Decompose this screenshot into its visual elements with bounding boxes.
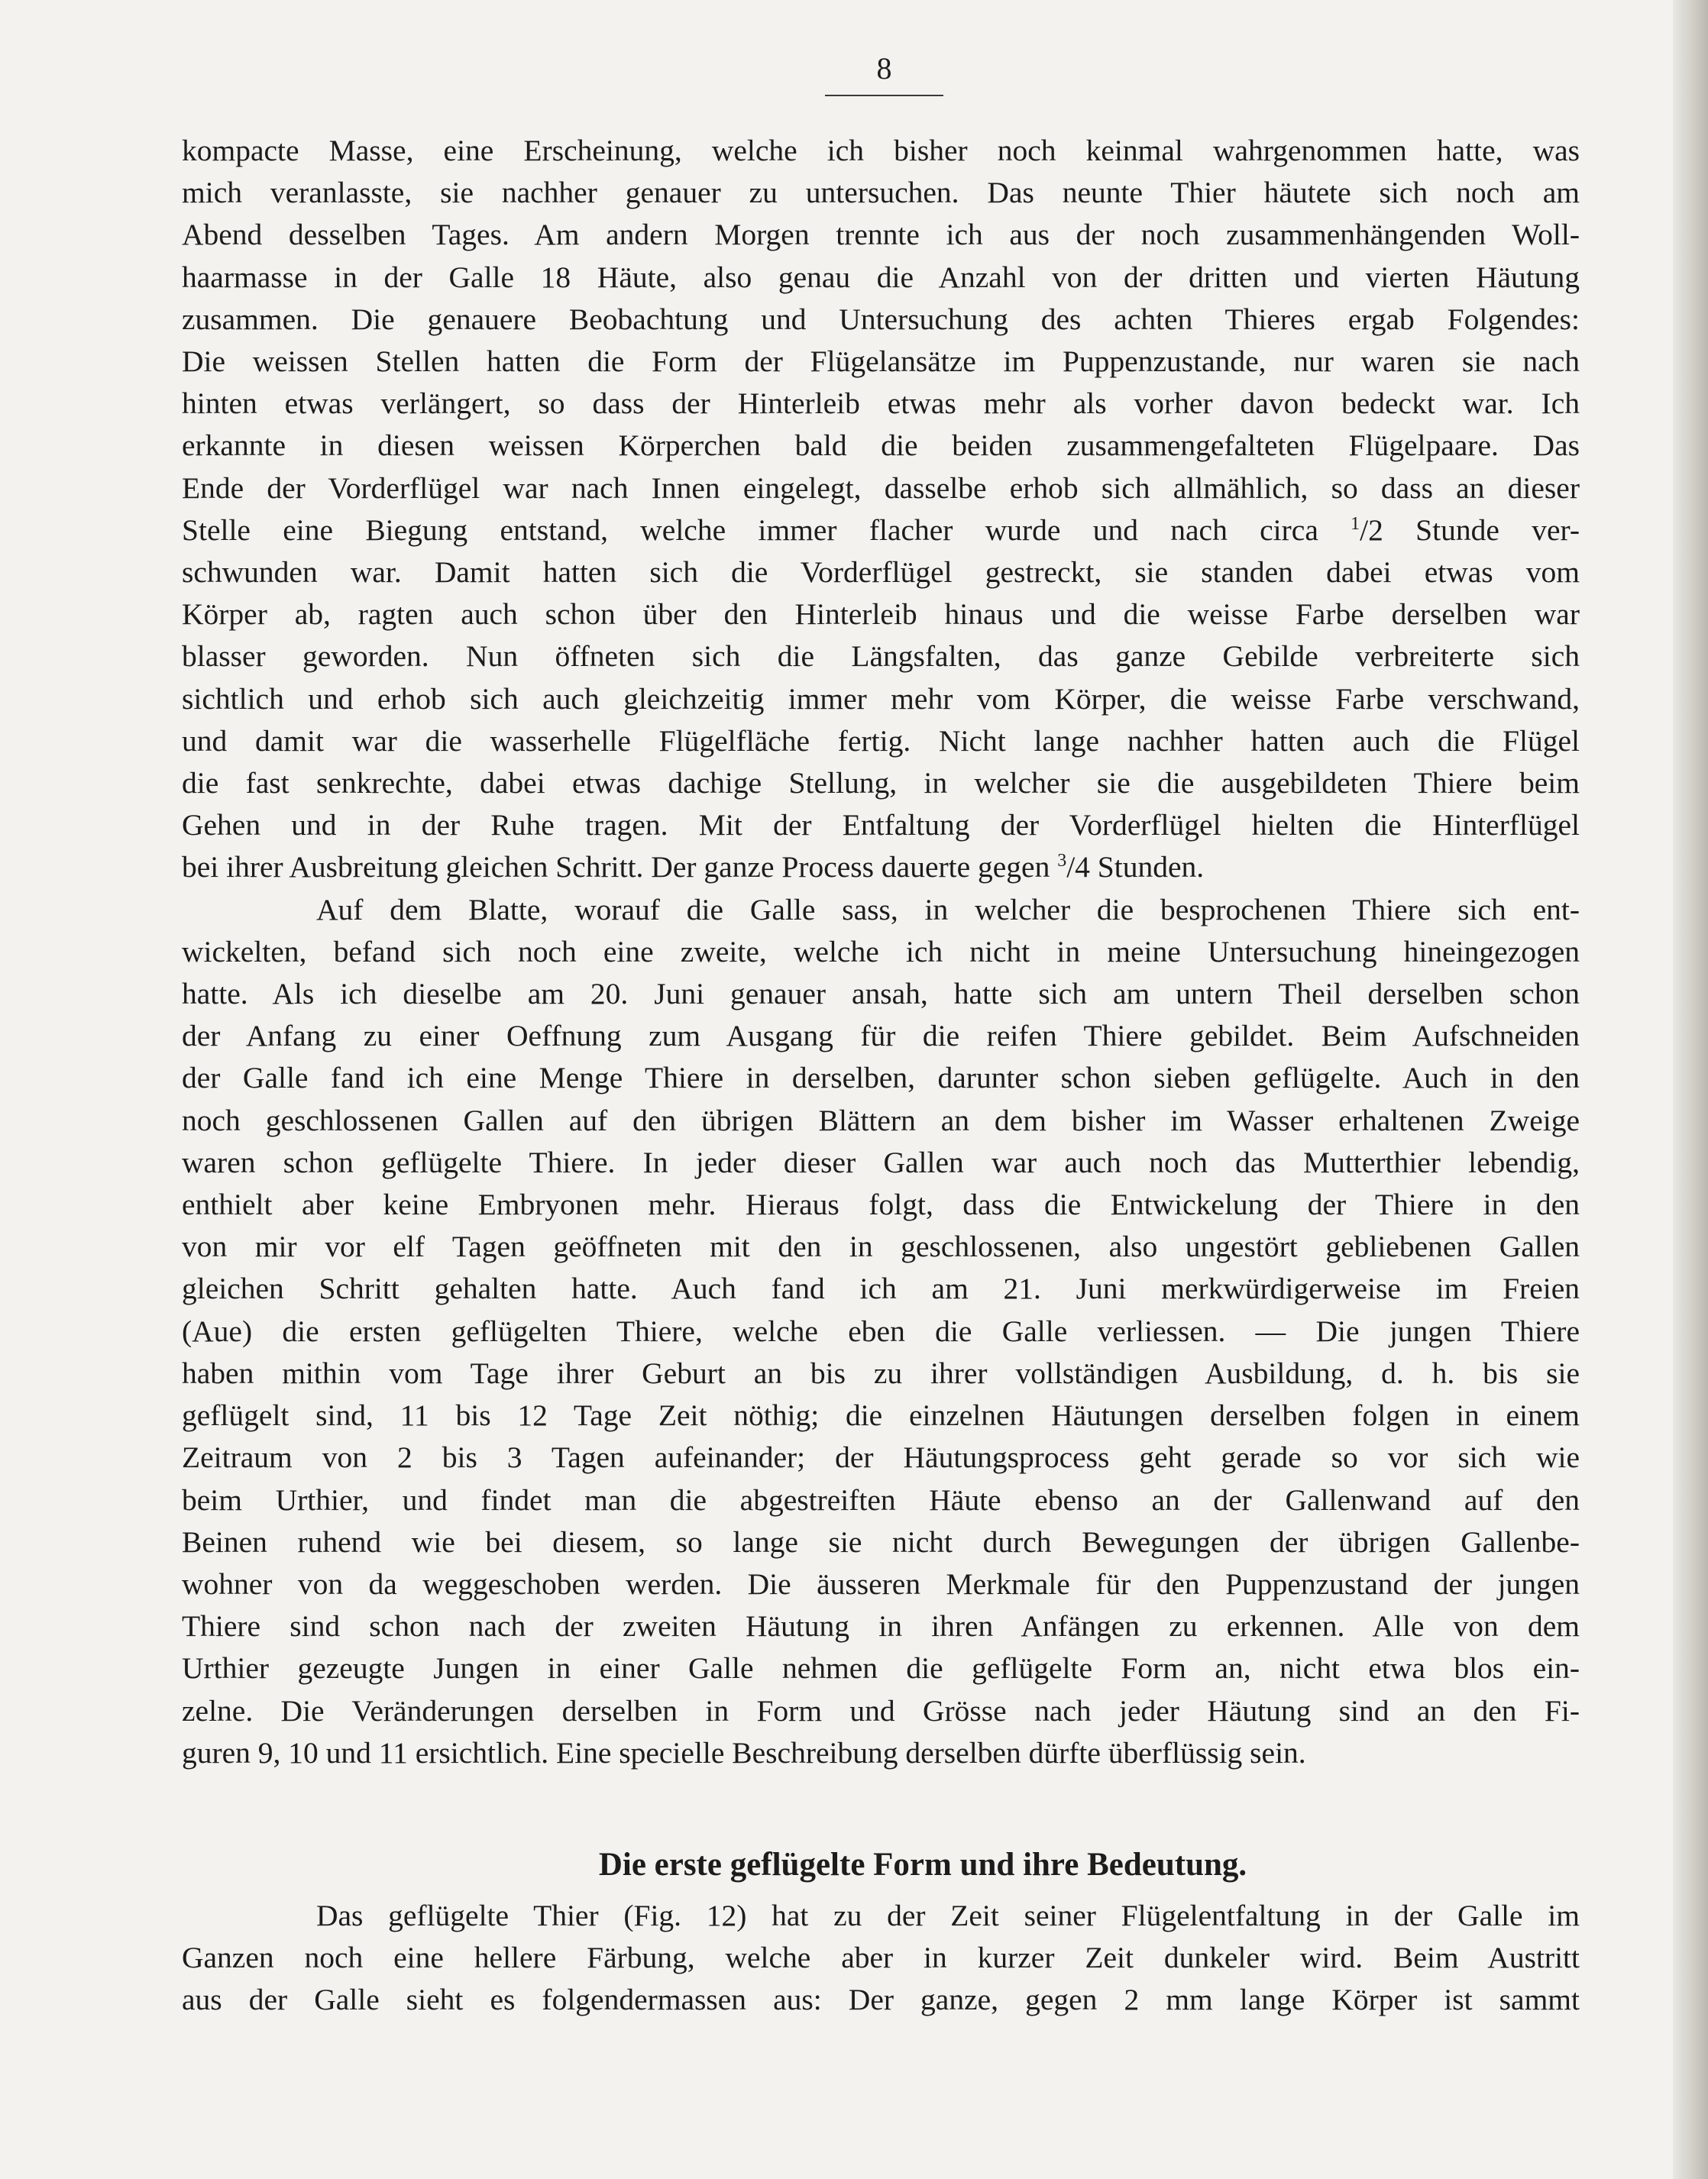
text-line: der Galle fand ich eine Menge Thiere in derselben, darunter schon sieben geflügelte. Auch in den xyxy=(182,1061,1580,1095)
text-line: mich veranlasste, sie nachher genauer zu untersuchen. Das neunte Thier häutete sich noch am xyxy=(182,176,1580,210)
text-line-with-fraction xyxy=(182,509,1580,551)
text-line: noch geschlossenen Gallen auf den übrigen Blättern an dem bisher im Wasser erhaltenen Zweige xyxy=(182,1103,1580,1137)
text-line: zusammen. Die genauere Beobachtung und Untersuchung des achten Thieres ergab Folgendes: xyxy=(182,302,1580,336)
text-line: Das geflügelte Thier (Fig. 12) hat zu der Zeit seiner Flügelentfaltung in der Galle im xyxy=(316,1898,1580,1932)
fraction-numerator: 1 xyxy=(1351,513,1360,534)
text-line: Gehen und in der Ruhe tragen. Mit der Entfaltung der Vorderflügel hielten die Hinterflügel xyxy=(182,808,1580,842)
page-number-rule xyxy=(825,95,943,96)
text-line: waren schon geflügelte Thiere. In jeder dieser Gallen war auch noch das Mutterthier lebendig, xyxy=(182,1145,1580,1179)
text-line: Auf dem Blatte, worauf die Galle sass, in welcher die besprochenen Thiere sich ent- xyxy=(316,892,1580,926)
text-line: geflügelt sind, 11 bis 12 Tage Zeit nöthig; die einzelnen Häutungen derselben folgen in einem xyxy=(182,1398,1580,1433)
text-line: der Anfang zu einer Oeffnung zum Ausgang für die reifen Thiere gebildet. Beim Aufschneiden xyxy=(182,1019,1580,1053)
paragraph-2 xyxy=(182,889,1580,1774)
text-line: Beinen ruhend wie bei diesem, so lange sie nicht durch Bewegungen der übrigen Gallenbe- xyxy=(182,1524,1580,1559)
text-line: Thiere sind schon nach der zweiten Häutung in ihren Anfängen zu erkennen. Alle von dem xyxy=(182,1609,1580,1644)
text-line: die fast senkrechte, dabei etwas dachige Stellung, in welcher sie die ausgebildeten Thiere beim xyxy=(182,766,1580,800)
body-text xyxy=(182,130,1580,2022)
text-line: Urthier gezeugte Jungen in einer Galle nehmen die geflügelte Form an, nicht etwa blos ein- xyxy=(182,1651,1580,1686)
section-spacer xyxy=(182,1774,1580,1840)
text-line: gleichen Schritt gehalten hatte. Auch fand ich am 21. Juni merkwürdigerweise im Freien xyxy=(182,1272,1580,1306)
page-number: 8 xyxy=(876,51,892,86)
text-line: guren 9, 10 und 11 ersichtlich. Eine specielle Beschreibung derselben dürfte überflüssig sein. xyxy=(182,1735,1306,1770)
section-paragraph xyxy=(182,1895,1580,2022)
text-line: hatte. Als ich dieselbe am 20. Juni genauer ansah, hatte sich am untern Theil derselben schon xyxy=(182,977,1580,1011)
page-edge-shadow xyxy=(1673,0,1708,2179)
text-line: beim Urthier, und findet man die abgestreiften Häute ebenso an der Gallenwand auf den xyxy=(182,1482,1580,1517)
text-line: wickelten, befand sich noch eine zweite, welche ich nicht in meine Untersuchung hineingezogen xyxy=(182,934,1580,968)
paragraph-1 xyxy=(182,130,1580,889)
text-line: von mir vor elf Tagen geöffneten mit den in geschlossenen, also ungestört gebliebenen Gallen xyxy=(182,1230,1580,1264)
text-line: Ende der Vorderflügel war nach Innen eingelegt, dasselbe erhob sich allmählich, so dass an dieser xyxy=(182,470,1580,505)
text-line: Ganzen noch eine hellere Färbung, welche aber in kurzer Zeit dunkeler wird. Beim Austritt xyxy=(182,1941,1580,1975)
text-line: und damit war die wasserhelle Flügelfläche fertig. Nicht lange nachher hatten auch die Flügel xyxy=(182,723,1580,758)
text-line: wohner von da weggeschoben werden. Die äusseren Merkmale für den Puppenzustand der jungen xyxy=(182,1566,1580,1601)
text-fragment: bei ihrer Ausbreitung gleichen Schritt. Der ganze Process dauerte gegen xyxy=(182,850,1058,884)
text-fragment: /2 Stunde ver- xyxy=(1360,512,1580,547)
section-heading: Die erste geflügelte Form und ihre Bedeutung. xyxy=(598,1846,1247,1883)
fraction-numerator: 3 xyxy=(1057,851,1067,871)
text-line: erkannte in diesen weissen Körperchen bald die beiden zusammengefalteten Flügelpaare. Das xyxy=(182,428,1580,463)
text-line: Zeitraum von 2 bis 3 Tagen aufeinander; der Häutungsprocess geht gerade so vor sich wie xyxy=(182,1440,1580,1475)
text-line: haben mithin vom Tage ihrer Geburt an bis zu ihrer vollständigen Ausbildung, d. h. bis sie xyxy=(182,1356,1580,1390)
text-line: schwunden war. Damit hatten sich die Vorderflügel gestreckt, sie standen dabei etwas vom xyxy=(182,555,1580,590)
text-line: sichtlich und erhob sich auch gleichzeitig immer mehr vom Körper, die weisse Farbe verschwand, xyxy=(182,681,1580,716)
text-line: blasser geworden. Nun öffneten sich die Längsfalten, das ganze Gebilde verbreiterte sich xyxy=(182,639,1580,674)
text-line: Abend desselben Tages. Am andern Morgen trennte ich aus der noch zusammenhängenden Woll- xyxy=(182,218,1580,252)
text-line-with-fraction xyxy=(182,846,1580,888)
text-fragment: Stelle eine Biegung entstand, welche immer flacher wurde und nach circa xyxy=(182,512,1351,547)
text-line: haarmasse in der Galle 18 Häute, also genau die Anzahl von der dritten und vierten Häutung xyxy=(182,260,1580,294)
text-line: hinten etwas verlängert, so dass der Hinterleib etwas mehr als vorher davon bedeckt war. Ich xyxy=(182,386,1580,421)
text-line: kompacte Masse, eine Erscheinung, welche ich bisher noch keinmal wahrgenommen hatte, was xyxy=(182,134,1580,167)
text-line: zelne. Die Veränderungen derselben in Form und Grösse nach jeder Häutung sind an den Fi- xyxy=(182,1693,1580,1728)
text-line: Körper ab, ragten auch schon über den Hinterleib hinaus und die weisse Farbe derselben war xyxy=(182,597,1580,632)
text-line: enthielt aber keine Embryonen mehr. Hieraus folgt, dass die Entwickelung der Thiere in den xyxy=(182,1188,1580,1222)
text-fragment: /4 Stunden. xyxy=(1066,850,1205,884)
text-line: Die weissen Stellen hatten die Form der Flügelansätze im Puppenzustande, nur waren sie nach xyxy=(182,344,1580,379)
text-line: (Aue) die ersten geflügelten Thiere, welche eben die Galle verliessen. — Die jungen Thiere xyxy=(182,1314,1580,1348)
text-line: aus der Galle sieht es folgendermassen aus: Der ganze, gegen 2 mm lange Körper ist sammt xyxy=(182,1983,1580,2017)
